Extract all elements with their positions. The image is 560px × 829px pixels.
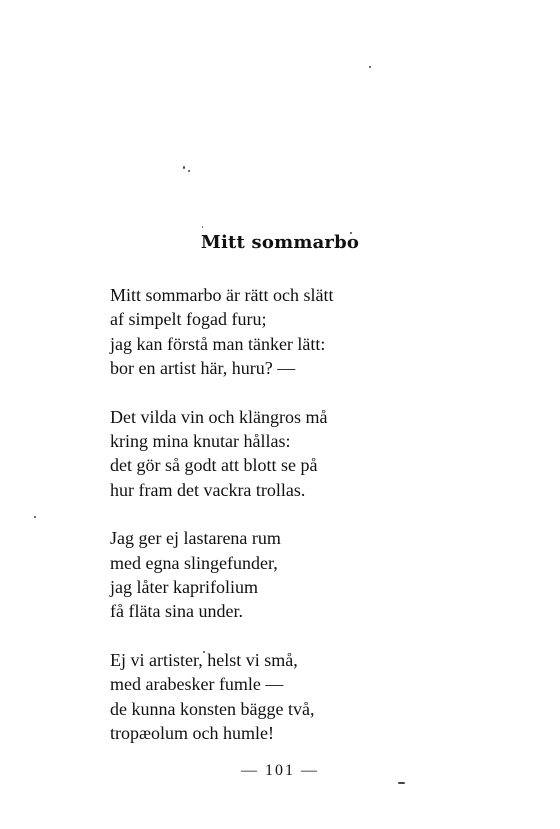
- scan-speck: [34, 516, 36, 518]
- page-number: — 101 —: [241, 762, 319, 779]
- poem-line: jag låter kaprifolium: [110, 577, 258, 598]
- scan-speck: [398, 782, 405, 784]
- scan-speck: [202, 226, 203, 228]
- poem-line: jag kan förstå man tänker lätt:: [110, 333, 326, 354]
- poem-body: [110, 283, 333, 770]
- poem-line: tropæolum och humle!: [110, 723, 274, 744]
- poem-line: med egna slingefunder,: [110, 552, 278, 573]
- scan-speck: [369, 66, 371, 68]
- poem-line: Ej vi artister, helst vi små,: [110, 649, 298, 670]
- poem-line: de kunna konsten bägge två,: [110, 698, 315, 719]
- scan-speck: [188, 170, 190, 172]
- scan-speck: [183, 166, 185, 169]
- stanza-3: [110, 526, 333, 624]
- poem-line: af simpelt fogad furu;: [110, 309, 267, 330]
- poem-line: Mitt sommarbo är rätt och slätt: [110, 285, 334, 305]
- poem-line: med arabesker fumle —: [110, 674, 284, 695]
- poem-line: få fläta sina under.: [110, 601, 243, 622]
- poem-line: hur fram det vackra trollas.: [110, 479, 306, 500]
- poem-line: Det vilda vin och klängros må: [110, 406, 328, 427]
- poem-line: Jag ger ej lastarena rum: [110, 528, 281, 549]
- stanza-1: [110, 283, 333, 381]
- stanza-4: [110, 648, 333, 746]
- stanza-2: [110, 405, 333, 503]
- poem-title: Mitt sommarbo: [200, 232, 360, 253]
- poem-line: det gör så godt att blott se på: [110, 455, 318, 476]
- poem-line: bor en artist här, huru? —: [110, 358, 296, 379]
- poem-line: kring mina knutar hållas:: [110, 431, 291, 452]
